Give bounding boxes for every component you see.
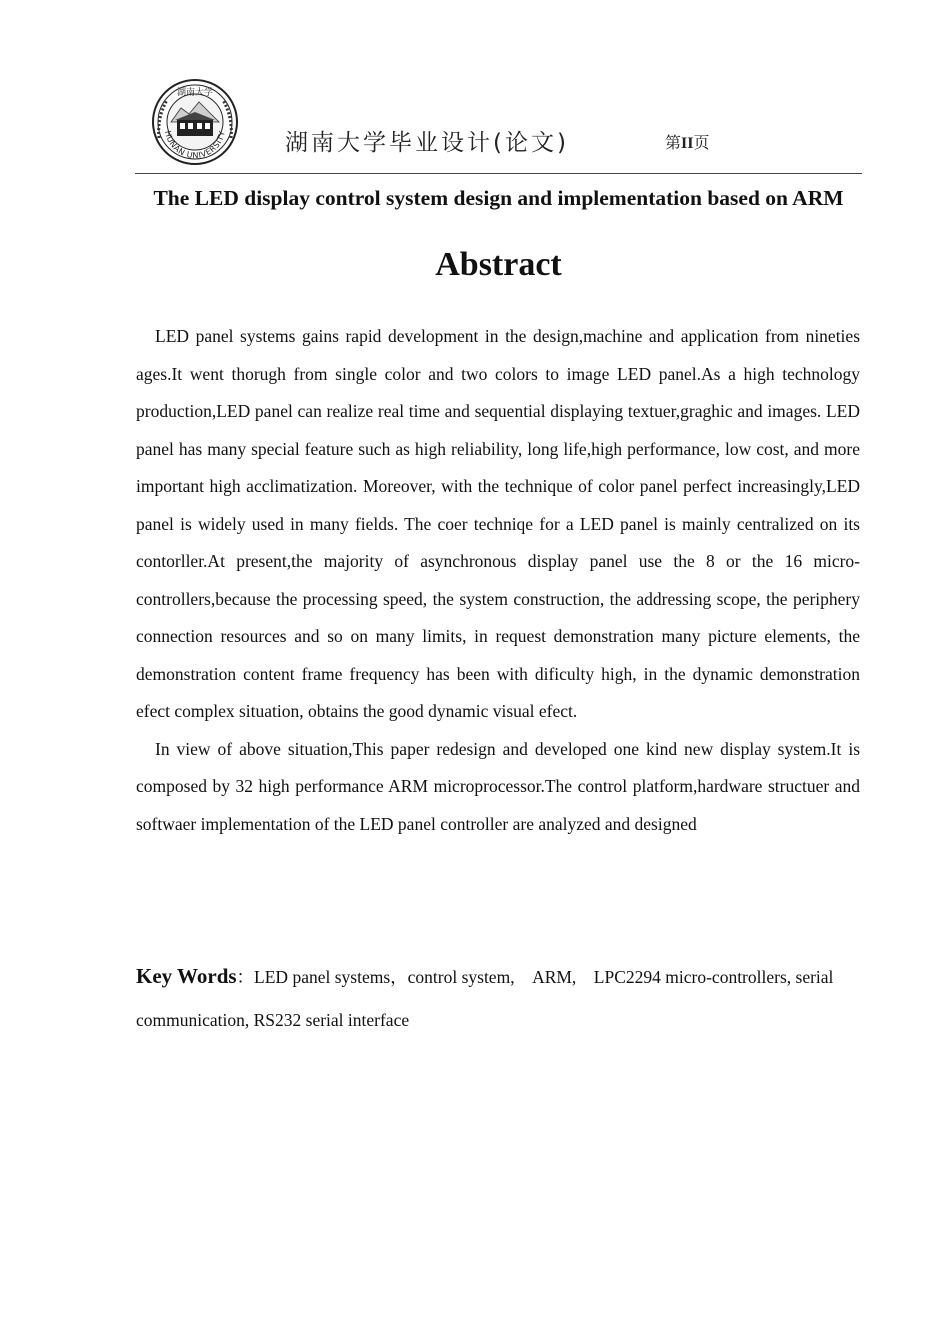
page-prefix: 第 bbox=[665, 135, 682, 152]
page-suffix: 页 bbox=[693, 135, 710, 152]
page-number: II bbox=[681, 135, 694, 152]
university-seal-logo bbox=[151, 78, 239, 166]
page-number-label bbox=[665, 130, 709, 153]
keywords-section bbox=[136, 955, 860, 1042]
abstract-paragraph: LED panel systems gains rapid development in the design,machine and application from nineties ages.It went thorugh from single color and two colors to image LED panel.As a high technology production,LED panel can realize real time and sequential displaying textuer,graghic and images. LED panel has many special feature such as high reliability, long life,high performance, low cost, and more important high acclimatization. Moreover, with the technique of color panel perfect increasingly,LED panel is widely used in many fields. The coer techniqe for a LED panel is mainly centralized on its contorller.At present,the majority of asynchronous display panel use the 8 or the 16 micro-controllers,because the processing speed, the system construction, the addressing scope, the periphery connection resources and so on many limits, in request demonstration many picture elements, the demonstration content frame frequency has been with dificulty high, in the dynamic demonstration efect complex situation, obtains the good dynamic visual efect. bbox=[136, 326, 860, 721]
svg-text:HUNAN UNIVERSITY: HUNAN UNIVERSITY bbox=[163, 129, 227, 161]
page-header bbox=[135, 78, 862, 174]
document-title: The LED display control system design and implementation based on ARM bbox=[153, 186, 844, 210]
abstract-paragraph: In view of above situation,This paper redesign and developed one kind new display system.It is composed by 32 high performance ARM microprocessor.The control platform,hardware structuer and softwaer implementation of the LED panel controller are analyzed and designed bbox=[136, 738, 860, 834]
abstract-heading: Abstract bbox=[435, 246, 562, 283]
abstract-body bbox=[136, 318, 860, 843]
header-title: 湖南大学毕业设计(论文) bbox=[285, 130, 569, 156]
keywords-label: Key Words bbox=[136, 964, 237, 988]
svg-text:湖南大学: 湖南大学 bbox=[176, 88, 214, 98]
header-divider bbox=[135, 173, 862, 174]
keywords-text: ：LED panel systems，control system, ARM, LPC2294 micro-controllers, serial communication, RS232 serial interface bbox=[136, 967, 834, 1030]
